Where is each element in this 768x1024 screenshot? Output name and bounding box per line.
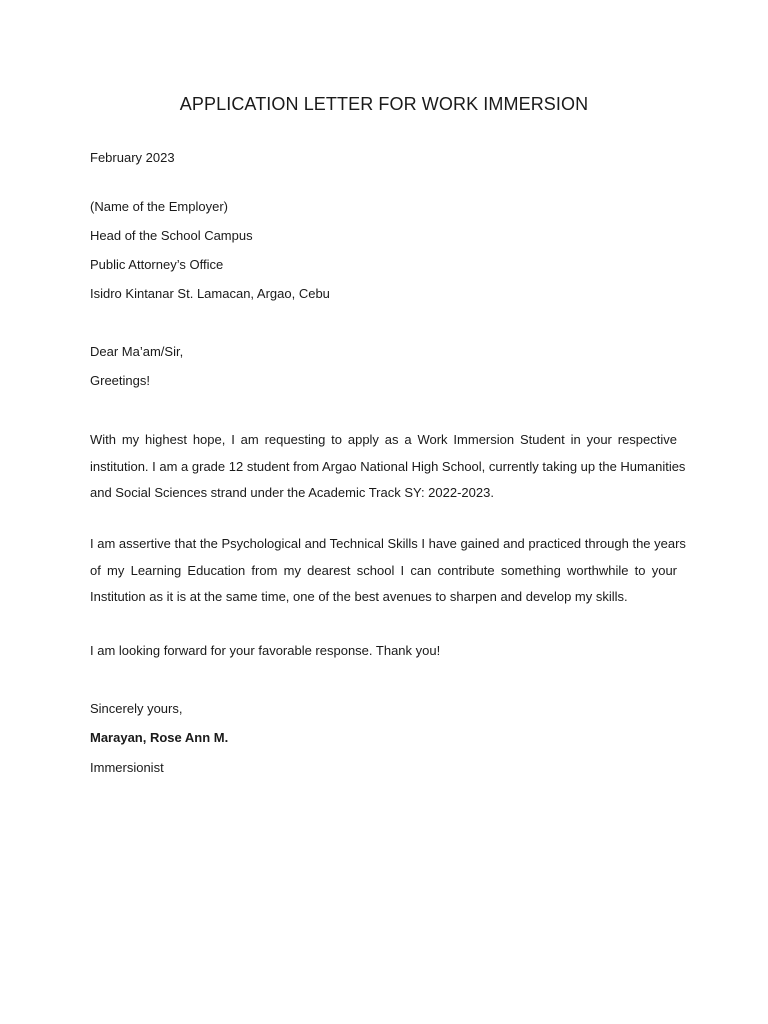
paragraph-line: With my highest hope, I am requesting to apply as a Work Immersion Student in your respective [90,432,677,447]
paragraph-line: I am assertive that the Psychological and Technical Skills I have gained and practiced through the years [90,536,686,551]
salutation: Dear Ma’am/Sir, [90,344,184,359]
closing: Sincerely yours, [90,701,183,716]
recipient-position: Head of the School Campus [90,228,253,243]
recipient-office: Public Attorney’s Office [90,257,224,272]
sender-name: Marayan, Rose Ann M. [90,730,229,745]
body-paragraph-1 [90,431,686,511]
greeting: Greetings! [90,373,150,388]
paragraph-line: institution. I am a grade 12 student from Argao National High School, currently taking up the Humanities [90,458,686,474]
letter-title: APPLICATION LETTER FOR WORK IMMERSION [179,94,589,114]
body-paragraph-2 [90,535,686,615]
recipient-name: (Name of the Employer) [90,199,228,214]
sender-role: Immersionist [90,760,164,775]
letter-date: February 2023 [90,150,175,165]
paragraph-line: Institution as it is at the same time, one of the best avenues to sharpen and develop my skills. [90,589,628,604]
recipient-address: Isidro Kintanar St. Lamacan, Argao, Cebu [90,286,330,301]
body-paragraph-3: I am looking forward for your favorable response. Thank you! [90,643,441,658]
paragraph-line: and Social Sciences strand under the Academic Track SY: 2022-2023. [90,485,494,500]
paragraph-line: of my Learning Education from my dearest school I can contribute something worthwhile to your [90,562,677,578]
